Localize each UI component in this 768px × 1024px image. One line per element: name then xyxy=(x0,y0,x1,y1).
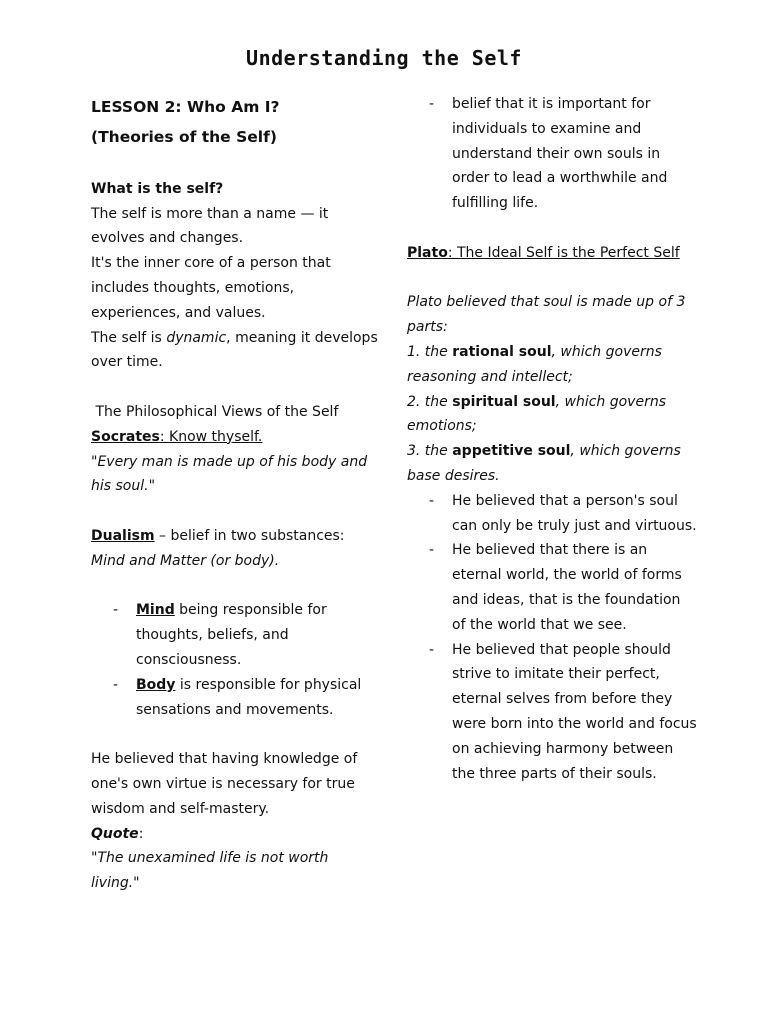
what-paragraph-1: The self is more than a name — it evolves and changes. xyxy=(91,205,329,247)
text-run: The self is xyxy=(91,329,167,346)
plato-bullets xyxy=(407,489,697,787)
what-heading: What is the self? xyxy=(91,180,224,197)
dualism-term: Dualism xyxy=(91,527,155,544)
text-run: being responsible for thoughts, beliefs, and consciousness. xyxy=(136,602,327,668)
text-run: 1. the xyxy=(407,343,453,360)
socrates-quote: "Every man is made up of his body and his soul." xyxy=(91,453,368,495)
text-run: – belief in two substances: xyxy=(154,527,345,544)
right-column xyxy=(407,92,697,786)
lesson-subtitle: (Theories of the Self) xyxy=(91,128,277,146)
text-run: 3. the xyxy=(407,443,453,460)
text-run: , which governs emotions; xyxy=(407,393,667,435)
socrates-name: Socrates xyxy=(91,428,160,445)
text-run: , meaning it develops over time. xyxy=(91,329,378,371)
what-paragraph-2: It's the inner core of a person that includes thoughts, emotions, experiences, and values. xyxy=(91,255,331,321)
socrates-tagline: : Know thyself. xyxy=(159,428,263,445)
lesson-heading xyxy=(91,92,381,152)
soul-part-2 xyxy=(407,390,697,440)
philosophical-views-heading: The Philosophical Views of the Self xyxy=(91,403,339,420)
mind-term: Mind xyxy=(136,602,175,619)
text-run: is responsible for physical sensations and movements. xyxy=(136,676,362,718)
list-item xyxy=(91,673,381,723)
text-run: 2. the xyxy=(407,393,453,410)
spiritual-soul-term: spiritual soul xyxy=(452,393,556,410)
text-run: , which governs base desires. xyxy=(407,443,681,484)
quote-label: Quote xyxy=(91,825,139,842)
list-item xyxy=(91,598,381,672)
body-term: Body xyxy=(136,676,176,693)
plato-intro: Plato believed that soul is made up of 3 parts: xyxy=(407,294,686,336)
dualism-definition xyxy=(91,524,381,549)
text-run: , which governs reasoning and intellect; xyxy=(407,343,662,385)
left-column xyxy=(91,92,381,896)
document-title: Understanding the Self xyxy=(246,46,522,70)
soul-part-3 xyxy=(407,439,697,489)
dualism-bullets xyxy=(91,598,381,722)
socrates-continued-bullets xyxy=(407,92,697,216)
appetitive-soul-term: appetitive soul xyxy=(452,443,571,460)
what-paragraph-3 xyxy=(91,326,381,376)
list-item: - He believed that people should strive to imitate their perfect, eternal selves from before they were born into the world and focus on achieving harmony between the three parts of their souls. xyxy=(407,638,697,787)
belief-paragraph: He believed that having knowledge of one's own virtue is necessary for true wisdom and self-mastery. xyxy=(91,751,358,817)
soul-part-1 xyxy=(407,340,697,390)
quote-label-line xyxy=(91,822,381,847)
dynamic-term: dynamic xyxy=(166,329,227,346)
plato-tagline: : The Ideal Self is the Perfect Self xyxy=(447,244,680,261)
list-item: - He believed that a person's soul can only be truly just and virtuous. xyxy=(407,489,697,539)
plato-heading xyxy=(407,241,697,266)
plato-name: Plato xyxy=(407,244,448,261)
list-item: - He believed that there is an eternal world, the world of forms and ideas, that is the foundation of the world that we see. xyxy=(407,538,697,637)
socrates-heading xyxy=(91,425,381,450)
lesson-title: LESSON 2: Who Am I? xyxy=(91,98,280,116)
list-item: - belief that it is important for individuals to examine and understand their own souls in order to lead a worthwhile and fulfilling life. xyxy=(407,92,697,216)
socrates-famous-quote: "The unexamined life is not worth living." xyxy=(91,850,329,892)
text-run: : xyxy=(138,825,144,842)
dualism-subtext: Mind and Matter (or body). xyxy=(91,552,280,569)
rational-soul-term: rational soul xyxy=(452,343,552,360)
